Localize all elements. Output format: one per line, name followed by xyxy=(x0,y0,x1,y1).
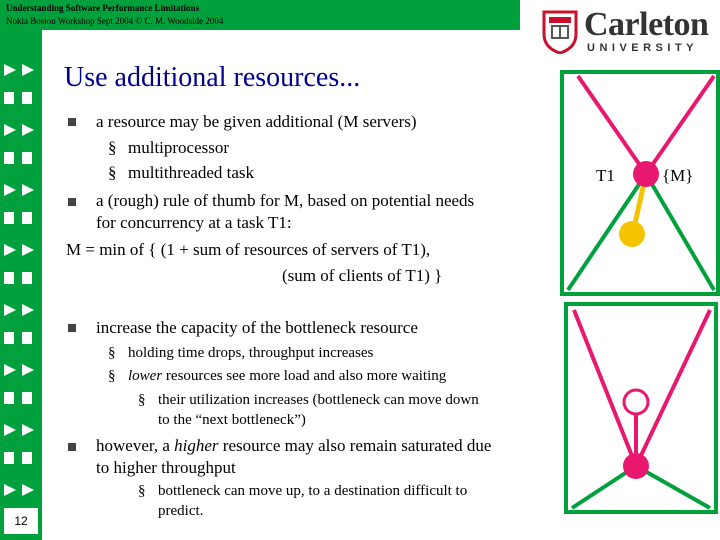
slide-number: 12 xyxy=(4,508,38,534)
sub-bullet-text: holding time drops, throughput increases xyxy=(128,345,374,361)
bullet-square-icon xyxy=(68,443,76,451)
arrow-pattern-icon xyxy=(0,30,42,500)
bullet-square-icon xyxy=(68,324,76,332)
bullet-square-icon xyxy=(68,198,76,206)
bullet-text: increase the capacity of the bottleneck resource xyxy=(96,318,418,337)
sub-bullet-marker: § xyxy=(108,163,117,182)
shield-icon xyxy=(540,8,580,54)
sub-sub-bullet-marker: § xyxy=(138,483,146,499)
sub-sub-bullet-marker: § xyxy=(138,392,146,408)
bullet-text: however, a higher resource may also remain saturated due xyxy=(96,436,492,455)
resource-node-icon xyxy=(619,221,645,247)
logo-wordmark: Carleton xyxy=(584,6,709,43)
sub-sub-bullet-text-continued: predict. xyxy=(158,503,204,519)
bottleneck-node-icon xyxy=(623,453,649,479)
hourglass-diagram-bottom xyxy=(564,302,718,514)
left-decorative-strip xyxy=(0,30,42,540)
higher-resource-node-icon xyxy=(624,390,648,414)
sub-bullet-text: lower resources see more load and also more waiting xyxy=(128,368,447,384)
header-title: Understanding Software Performance Limitations xyxy=(6,3,200,13)
sub-bullet-marker: § xyxy=(108,138,117,157)
bullet-text: a resource may be given additional (M servers) xyxy=(96,112,417,131)
bullet-text-continued: for concurrency at a task T1: xyxy=(96,213,292,232)
logo-subtitle: UNIVERSITY xyxy=(587,42,699,54)
sub-sub-bullet-text: bottleneck can move up, to a destination difficult to xyxy=(158,483,468,499)
formula-text-continued: (sum of clients of T1) } xyxy=(282,266,443,285)
sub-sub-bullet-text: their utilization increases (bottleneck can move down xyxy=(158,392,479,408)
carleton-logo xyxy=(538,6,718,56)
formula-text: M = min of { (1 + sum of resources of servers of T1), xyxy=(66,240,431,259)
m-label: {M} xyxy=(662,166,694,185)
bullet-text-continued: to higher throughput xyxy=(96,458,236,477)
bullet-square-icon xyxy=(68,118,76,126)
bullet-text: a (rough) rule of thumb for M, based on potential needs xyxy=(96,191,475,210)
header-subtitle: Nokia Boston Workshop Sept 2004 © C. M. Woodside 2004 xyxy=(6,16,224,26)
t1-node-icon xyxy=(633,161,659,187)
sub-bullet-marker: § xyxy=(108,345,116,361)
sub-bullet-text: multiprocessor xyxy=(128,138,230,157)
sub-bullet-marker: § xyxy=(108,368,116,384)
t1-label: T1 xyxy=(596,166,615,185)
sub-sub-bullet-text-continued: to the “next bottleneck”) xyxy=(158,412,306,428)
sub-bullet-text: multithreaded task xyxy=(128,163,255,182)
hourglass-diagram-top xyxy=(560,70,720,296)
slide-title: Use additional resources... xyxy=(64,62,361,93)
